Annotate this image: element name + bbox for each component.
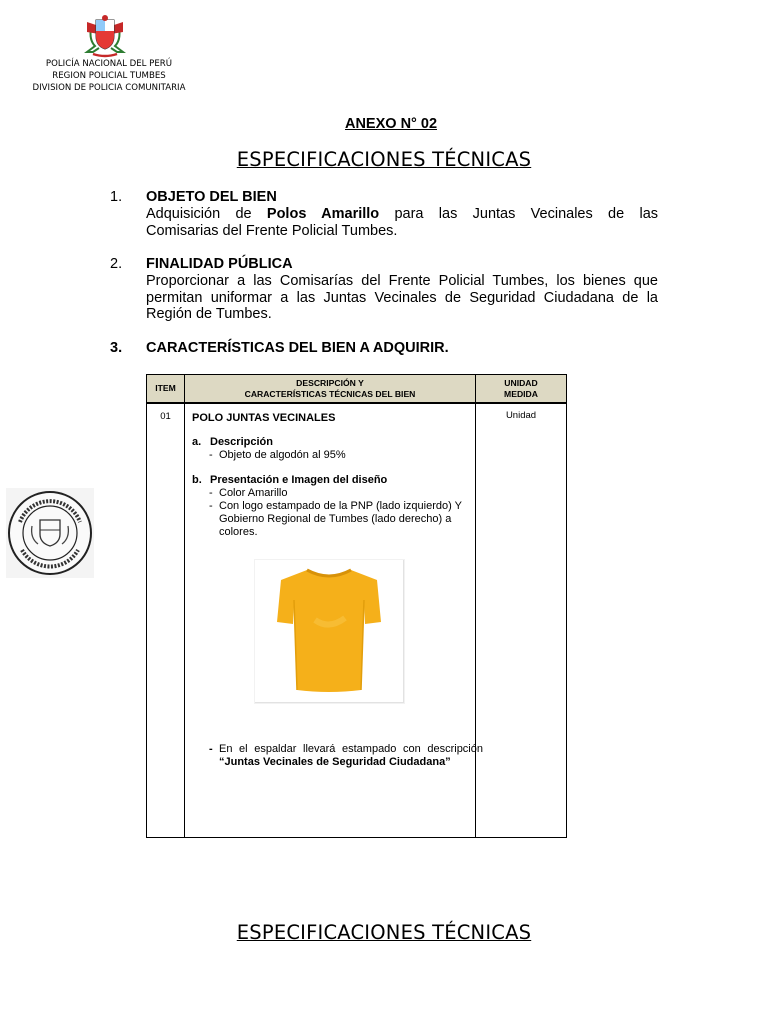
section-2-body bbox=[146, 273, 658, 323]
dash-bullet-icon: - bbox=[209, 487, 213, 499]
row-item-number: 01 bbox=[147, 403, 185, 838]
section-3-heading: CARACTERÍSTICAS DEL BIEN A ADQUIRIR. bbox=[146, 340, 449, 356]
dash-bullet-icon: - bbox=[209, 500, 213, 512]
section-2-number: 2. bbox=[110, 256, 123, 272]
section-1-body bbox=[146, 206, 658, 239]
stamp-seal-icon bbox=[6, 488, 94, 578]
row-unit: Unidad bbox=[476, 403, 567, 838]
shirt-image bbox=[255, 560, 404, 703]
header-unit-line2: MEDIDA bbox=[504, 388, 538, 399]
subsection-a-heading: a. Descripción bbox=[192, 436, 273, 448]
section-2-body-line2: permitan uniformar a las Juntas Vecinales de Seguridad Ciudadana de la bbox=[146, 289, 658, 306]
coat-of-arms-icon bbox=[81, 14, 129, 58]
header-description-line2: CARACTERÍSTICAS TÉCNICAS DEL BIEN bbox=[244, 388, 416, 399]
organization-header bbox=[20, 58, 198, 95]
section-2-body-line1: Proporcionar a las Comisarías del Frente Policial Tumbes, los bienes que bbox=[146, 273, 658, 289]
header-unit bbox=[476, 375, 567, 404]
list-item: - Color Amarillo bbox=[209, 487, 288, 499]
spec-title-repeat: ESPECIFICACIONES TÉCNICAS bbox=[236, 921, 532, 944]
back-print-note bbox=[209, 743, 483, 769]
org-line-3: DIVISION DE POLICIA COMUNITARIA bbox=[32, 83, 186, 94]
header-unit-line1: UNIDAD bbox=[504, 378, 538, 388]
table-row bbox=[147, 403, 567, 838]
section-2-body-line3: Región de Tumbes. bbox=[146, 306, 272, 323]
list-item: - Objeto de algodón al 95% bbox=[209, 449, 346, 461]
list-item: - Con logo estampado de la PNP (lado izquierdo) Y Gobierno Regional de Tumbes (lado derecho) a colores. bbox=[209, 500, 462, 538]
specification-table bbox=[146, 374, 567, 838]
annex-title: ANEXO N° 02 bbox=[344, 116, 438, 132]
spec-title: ESPECIFICACIONES TÉCNICAS bbox=[236, 148, 532, 171]
header-description-line1: DESCRIPCIÓN Y bbox=[296, 378, 364, 388]
product-title: POLO JUNTAS VECINALES bbox=[192, 412, 336, 424]
header-item: ITEM bbox=[147, 375, 185, 404]
section-1-body-post: para las Juntas Vecinales de las bbox=[379, 206, 659, 222]
org-line-1: POLICÍA NACIONAL DEL PERÚ bbox=[45, 59, 173, 69]
note-text: En el espaldar llevará estampado con descripción bbox=[219, 743, 483, 755]
org-line-2: REGION POLICIAL TUMBES bbox=[52, 71, 166, 82]
dash-bullet-icon: - bbox=[209, 449, 213, 461]
note-bold-text: “Juntas Vecinales de Seguridad Ciudadana” bbox=[219, 755, 451, 768]
row-description bbox=[185, 403, 483, 838]
yellow-tshirt-icon bbox=[255, 560, 403, 702]
table-header-row bbox=[147, 375, 567, 404]
section-1-heading: OBJETO DEL BIEN bbox=[146, 189, 277, 205]
section-1-body-line2: Comisarias del Frente Policial Tumbes. bbox=[146, 222, 398, 239]
subsection-b-heading: b. Presentación e Imagen del diseño bbox=[192, 474, 388, 486]
section-2-heading: FINALIDAD PÚBLICA bbox=[146, 256, 293, 272]
section-1-body-pre: Adquisición de bbox=[146, 206, 267, 222]
header-description bbox=[185, 375, 476, 404]
section-3-number: 3. bbox=[110, 340, 123, 356]
dash-bullet-icon: - bbox=[209, 743, 213, 755]
section-1-number: 1. bbox=[110, 189, 123, 205]
section-1-body-bold: Polos Amarillo bbox=[266, 206, 380, 222]
